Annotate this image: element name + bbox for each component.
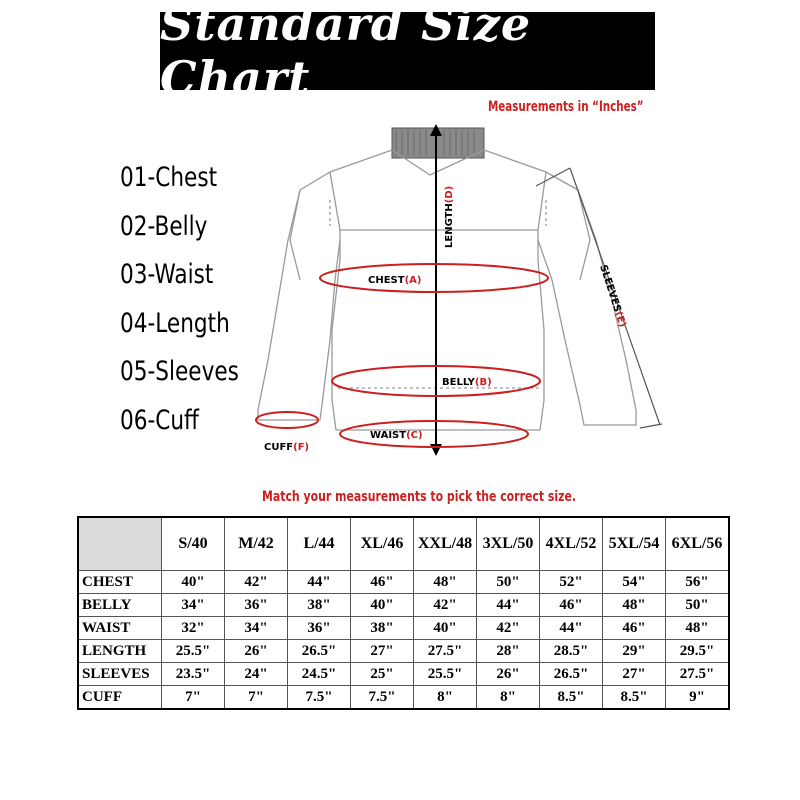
table-cell: 42" (414, 594, 477, 617)
length-label (444, 186, 455, 248)
chest-text: CHEST (368, 275, 405, 286)
table-cell: 7" (225, 686, 288, 710)
table-cell: 24.5" (288, 663, 351, 686)
length-arrow-bottom-head (430, 444, 442, 456)
table-cell: 27.5" (666, 663, 730, 686)
size-col-header: XXL/48 (414, 517, 477, 571)
size-col-header: S/40 (162, 517, 225, 571)
table-cell: 50" (666, 594, 730, 617)
row-label: SLEEVES (78, 663, 162, 686)
chest-label (368, 275, 421, 286)
table-cell: 29.5" (666, 640, 730, 663)
size-col-header: XL/46 (351, 517, 414, 571)
table-cell: 52" (540, 571, 603, 594)
table-row (78, 617, 729, 640)
table-cell: 7.5" (288, 686, 351, 710)
table-cell: 25.5" (162, 640, 225, 663)
table-cell: 46" (603, 617, 666, 640)
table-cell: 8.5" (603, 686, 666, 710)
table-cell: 38" (288, 594, 351, 617)
table-cell: 48" (414, 571, 477, 594)
waist-label (370, 430, 423, 441)
legend-item-cuff: 06-Cuff (120, 404, 199, 436)
size-col-header: 4XL/52 (540, 517, 603, 571)
table-row (78, 594, 729, 617)
cuff-label (264, 442, 309, 453)
size-col-header: M/42 (225, 517, 288, 571)
table-cell: 44" (477, 594, 540, 617)
table-cell: 38" (351, 617, 414, 640)
table-cell: 29" (603, 640, 666, 663)
chest-ellipse (320, 264, 548, 292)
table-row (78, 686, 729, 710)
table-cell: 40" (414, 617, 477, 640)
table-cell: 27" (603, 663, 666, 686)
table-cell: 50" (477, 571, 540, 594)
table-cell: 23.5" (162, 663, 225, 686)
table-cell: 42" (477, 617, 540, 640)
table-cell: 24" (225, 663, 288, 686)
table-cell: 46" (540, 594, 603, 617)
table-cell: 25.5" (414, 663, 477, 686)
table-cell: 26.5" (540, 663, 603, 686)
table-cell: 8.5" (540, 686, 603, 710)
table-cell: 36" (225, 594, 288, 617)
table-cell: 40" (162, 571, 225, 594)
table-cell: 36" (288, 617, 351, 640)
table-cell: 44" (540, 617, 603, 640)
table-cell: 26.5" (288, 640, 351, 663)
belly-label (442, 377, 492, 388)
table-cell: 26" (477, 663, 540, 686)
table-cell: 8" (414, 686, 477, 710)
size-header-row (78, 517, 729, 571)
legend-item-waist: 03-Waist (120, 259, 214, 290)
page-title: Standard Size Chart (160, 0, 532, 105)
units-note: Measurements in “Inches” (488, 99, 644, 115)
table-row (78, 640, 729, 663)
table-cell: 40" (351, 594, 414, 617)
length-text: LENGTH (444, 203, 455, 248)
cuff-text: CUFF (264, 442, 294, 453)
size-col-header: 6XL/56 (666, 517, 730, 571)
table-row (78, 663, 729, 686)
size-col-header: 5XL/54 (603, 517, 666, 571)
belly-code: (B) (474, 377, 492, 388)
table-cell: 27.5" (414, 640, 477, 663)
row-label: CHEST (78, 571, 162, 594)
table-row (78, 571, 729, 594)
row-label: CUFF (78, 686, 162, 710)
sleeve-measure-line (536, 168, 662, 428)
table-cell: 7" (162, 686, 225, 710)
row-label: WAIST (78, 617, 162, 640)
chest-code: (A) (404, 275, 422, 286)
sleeves-label (597, 264, 628, 329)
waist-code: (C) (406, 430, 423, 441)
row-label: LENGTH (78, 640, 162, 663)
table-cell: 56" (666, 571, 730, 594)
table-cell: 42" (225, 571, 288, 594)
legend-item-belly: 02-Belly (120, 210, 208, 242)
row-label: BELLY (78, 594, 162, 617)
table-cell: 7.5" (351, 686, 414, 710)
table-cell: 26" (225, 640, 288, 663)
table-cell: 46" (351, 571, 414, 594)
match-note: Match your measurements to pick the correct size. (262, 489, 577, 505)
legend-item-sleeves: 05-Sleeves (120, 356, 239, 387)
size-table (77, 516, 730, 710)
table-cell: 44" (288, 571, 351, 594)
table-cell: 54" (603, 571, 666, 594)
table-cell: 28" (477, 640, 540, 663)
table-cell: 48" (666, 617, 730, 640)
cuff-code: (F) (293, 442, 310, 453)
size-col-header: L/44 (288, 517, 351, 571)
belly-text: BELLY (442, 377, 475, 388)
table-cell: 48" (603, 594, 666, 617)
length-code: (D) (444, 185, 455, 204)
sleeves-code: (E) (612, 310, 628, 329)
waist-text: WAIST (370, 430, 407, 441)
table-cell: 32" (162, 617, 225, 640)
table-cell: 8" (477, 686, 540, 710)
table-cell: 27" (351, 640, 414, 663)
waist-ellipse (340, 421, 528, 447)
legend-item-length: 04-Length (120, 307, 230, 339)
sleeves-text: SLEEVES (597, 263, 623, 314)
size-col-header: 3XL/50 (477, 517, 540, 571)
table-cell: 28.5" (540, 640, 603, 663)
table-cell: 34" (162, 594, 225, 617)
table-cell: 25" (351, 663, 414, 686)
corner-cell (78, 517, 162, 571)
table-cell: 34" (225, 617, 288, 640)
table-cell: 9" (666, 686, 730, 710)
legend-item-chest: 01-Chest (120, 162, 218, 193)
